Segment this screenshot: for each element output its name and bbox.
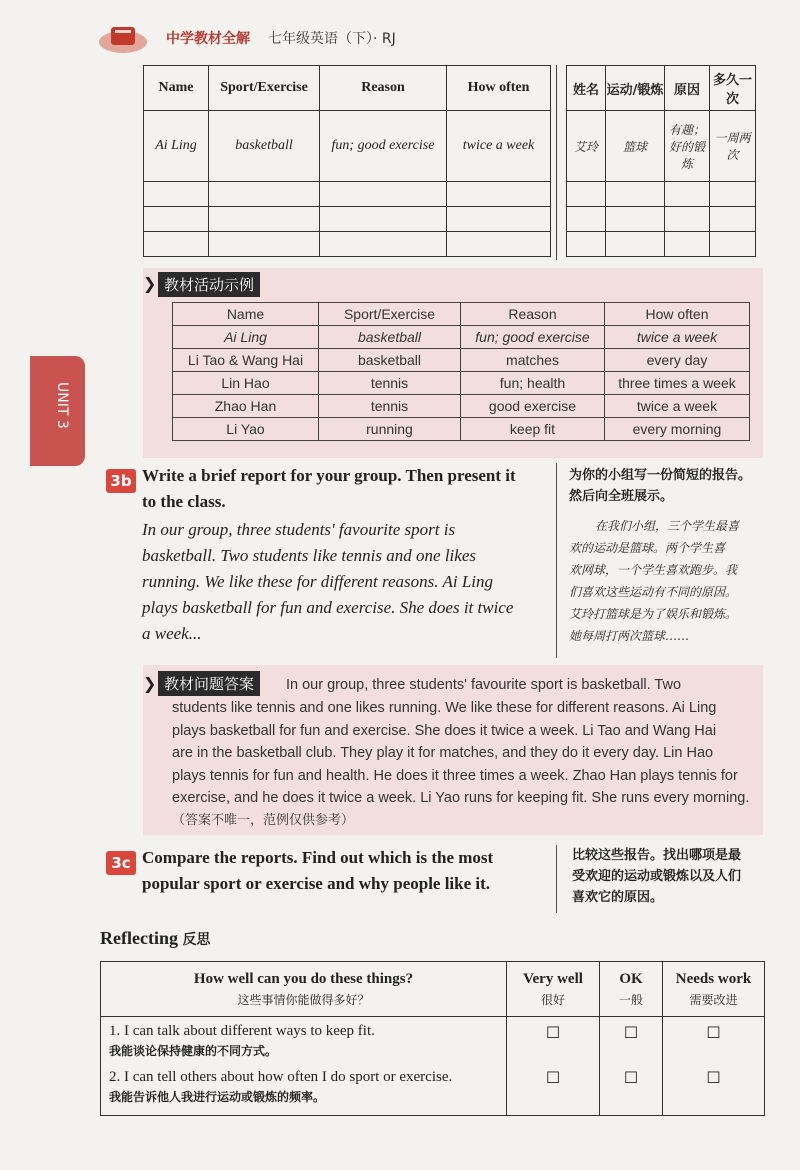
col-header: Name — [173, 303, 319, 326]
cn-line: 欢的运动是篮球。两个学生喜 — [569, 541, 726, 555]
col-header: How often — [605, 303, 750, 326]
task-3b-cn-model — [569, 515, 769, 647]
task-3b-cn-instruction — [569, 465, 769, 507]
table-cell: Li Tao & Wang Hai — [173, 349, 319, 372]
chevron-right-icon: ❯ — [143, 274, 157, 293]
instruction-line: Compare the reports. Find out which is the most — [142, 848, 494, 867]
cell-name: Ai Ling — [144, 111, 209, 182]
header-cn: 一般 — [618, 992, 643, 1007]
task-3c-instruction — [142, 845, 547, 897]
cn-line: 在我们小组，三个学生最喜 — [595, 519, 740, 533]
reflect-items-cell — [101, 1017, 507, 1116]
table-cell: twice a week — [605, 326, 750, 349]
model-line: In our group, three students' favourite sport is — [142, 520, 456, 539]
reflecting-title-cn: 反思 — [182, 932, 211, 948]
answer-line: are in the basketball club. They play it for matches, and they do it every day. Lin Hao — [172, 745, 714, 761]
cell-how-often: twice a week — [447, 111, 551, 182]
table-cell: basketball — [319, 326, 461, 349]
task-3b-model-report — [142, 517, 547, 647]
cn-line: 们喜欢这些运动有不同的原因。 — [569, 585, 738, 599]
table-cell: Li Yao — [173, 418, 319, 441]
unit-label: UNIT 3 — [54, 382, 70, 429]
header-en: OK — [619, 970, 643, 987]
task-3b-instruction — [142, 463, 547, 515]
table-cell: twice a week — [605, 395, 750, 418]
table-cell: fun; good exercise — [461, 326, 605, 349]
chevron-right-icon: ❯ — [143, 674, 157, 693]
table-cell: Zhao Han — [173, 395, 319, 418]
header-en: How well can you do these things? — [193, 970, 414, 987]
table-cell: fun; health — [461, 372, 605, 395]
cell-how-often-cn: 一周两次 — [710, 111, 756, 182]
example-tag: 教材活动示例 — [158, 272, 260, 297]
checkbox-needs-work-1[interactable]: ☐ — [706, 1023, 721, 1042]
checkbox-ok-2[interactable]: ☐ — [623, 1068, 639, 1087]
col-header — [101, 962, 507, 1017]
reflect-item-cn: 我能告诉他人我进行运动或锻炼的频率。 — [109, 1090, 326, 1104]
model-line: a week... — [142, 624, 202, 643]
model-line: plays basketball for fun and exercise. She does it twice — [142, 598, 514, 617]
col-header-reason-cn: 原因 — [665, 66, 710, 111]
table-cell: matches — [461, 349, 605, 372]
answer-body — [172, 697, 762, 832]
col-header-how-often-cn: 多久一次 — [710, 66, 756, 111]
cn-line: 她每周打两次篮球…… — [569, 629, 690, 643]
table-cell: keep fit — [461, 418, 605, 441]
table-row — [173, 372, 750, 395]
table-row — [173, 349, 750, 372]
table-row — [101, 1017, 765, 1116]
instruction-line: to the class. — [142, 492, 226, 511]
table-cell: three times a week — [605, 372, 750, 395]
table-row-empty — [567, 182, 756, 207]
col-header: Reason — [461, 303, 605, 326]
table-cell: tennis — [319, 372, 461, 395]
cn-line: 喜欢它的原因。 — [572, 890, 664, 905]
table-row — [173, 395, 750, 418]
model-line: basketball. Two students like tennis and one likes — [142, 546, 476, 565]
table-row-empty — [567, 232, 756, 257]
instruction-line: Write a brief report for your group. Then present it — [142, 466, 516, 485]
cn-line: 欢网球，一个学生喜欢跑步。我 — [569, 563, 738, 577]
table-cell: every day — [605, 349, 750, 372]
cell-sport-cn: 篮球 — [606, 111, 665, 182]
reflecting-table — [100, 961, 765, 1116]
col-header: Sport/Exercise — [319, 303, 461, 326]
checkbox-ok-1[interactable]: ☐ — [623, 1023, 639, 1042]
header-cn: 这些事情你能做得多好？ — [237, 992, 370, 1007]
answer-line: exercise, and he does it twice a week. Li Yao runs for keeping fit. She runs every morning. — [172, 790, 750, 806]
checkbox-very-well-1[interactable]: ☐ — [545, 1023, 561, 1042]
reflect-item-en: 1. I can talk about different ways to keep fit. — [109, 1023, 375, 1039]
column-divider — [556, 845, 557, 913]
cn-line: 为你的小组写一份简短的报告。 — [569, 468, 752, 483]
cell-reason-cn: 有趣；好的锻炼 — [665, 111, 710, 182]
task-3c-badge: 3c — [106, 851, 136, 875]
table-row — [173, 326, 750, 349]
cn-line: 受欢迎的运动或锻炼以及人们 — [572, 869, 742, 884]
col-header-name: Name — [144, 66, 209, 111]
col-header-how-often: How often — [447, 66, 551, 111]
answer-line: plays tennis for fun and health. He does it three times a week. Zhao Han plays tennis for — [172, 767, 738, 784]
task-3c-cn-instruction — [572, 845, 772, 908]
cn-line: 然后向全班展示。 — [569, 489, 674, 504]
answer-line: plays basketball for fun and exercise. She does it twice a week. Li Tao and Wang Hai — [172, 722, 717, 739]
table-row-empty — [144, 182, 551, 207]
col-header-reason: Reason — [320, 66, 447, 111]
col-header-sport: Sport/Exercise — [209, 66, 320, 111]
table-cell: every morning — [605, 418, 750, 441]
cell-sport: basketball — [209, 111, 320, 182]
col-header-sport-cn: 运动/锻炼 — [606, 66, 665, 111]
header-en: Needs work — [675, 970, 752, 987]
survey-table-cn — [566, 65, 756, 257]
example-table — [172, 302, 750, 441]
header-en: Very well — [523, 970, 583, 987]
cell-reason: fun; good exercise — [320, 111, 447, 182]
table-row-empty — [144, 207, 551, 232]
reflecting-title — [100, 928, 210, 949]
survey-table — [143, 65, 551, 257]
task-3b-badge: 3b — [106, 469, 136, 493]
table-cell: running — [319, 418, 461, 441]
table-row-empty — [567, 207, 756, 232]
column-divider — [556, 463, 557, 658]
column-divider — [556, 65, 557, 260]
table-cell: good exercise — [461, 395, 605, 418]
table-row — [144, 111, 551, 182]
ok-col — [600, 1017, 663, 1116]
very-well-col — [507, 1017, 600, 1116]
answer-note: （答案不唯一，范例仅供参考） — [172, 812, 355, 828]
table-row — [173, 418, 750, 441]
table-cell: basketball — [319, 349, 461, 372]
table-cell: Lin Hao — [173, 372, 319, 395]
table-cell: Ai Ling — [173, 326, 319, 349]
checkbox-needs-work-2[interactable]: ☐ — [706, 1068, 721, 1087]
reflecting-title-en: Reflecting — [100, 928, 178, 948]
book-logo-icon — [98, 22, 148, 54]
needs-work-col — [663, 1017, 765, 1116]
reflect-item-cn: 我能谈论保持健康的不同方式。 — [109, 1044, 278, 1058]
answer-first-line: In our group, three students' favourite sport is basketball. Two — [286, 677, 682, 693]
model-line: running. We like these for different reasons. Ai Ling — [142, 572, 493, 591]
instruction-line: popular sport or exercise and why people like it. — [142, 874, 491, 893]
table-row — [567, 111, 756, 182]
book-series-title: 中学教材全解 — [166, 31, 250, 47]
header-cn: 需要改进 — [689, 992, 738, 1007]
cell-name-cn: 艾玲 — [567, 111, 606, 182]
col-header-name-cn: 姓名 — [567, 66, 606, 111]
col-header — [600, 962, 663, 1017]
col-header — [663, 962, 765, 1017]
cn-line: 艾玲打篮球是为了娱乐和锻炼。 — [569, 607, 738, 621]
cn-line: 比较这些报告。找出哪项是最 — [572, 848, 742, 863]
answer-tag: 教材问题答案 — [158, 671, 260, 696]
book-subtitle: 七年级英语（下）· RJ — [268, 31, 396, 47]
col-header — [507, 962, 600, 1017]
answer-line: students like tennis and one likes running. We like these for different reasons. Ai Ling — [172, 700, 717, 716]
reflect-item-en: 2. I can tell others about how often I do sport or exercise. — [109, 1069, 453, 1085]
checkbox-very-well-2[interactable]: ☐ — [545, 1068, 561, 1087]
header-cn: 很好 — [540, 992, 565, 1007]
table-cell: tennis — [319, 395, 461, 418]
table-row-empty — [144, 232, 551, 257]
